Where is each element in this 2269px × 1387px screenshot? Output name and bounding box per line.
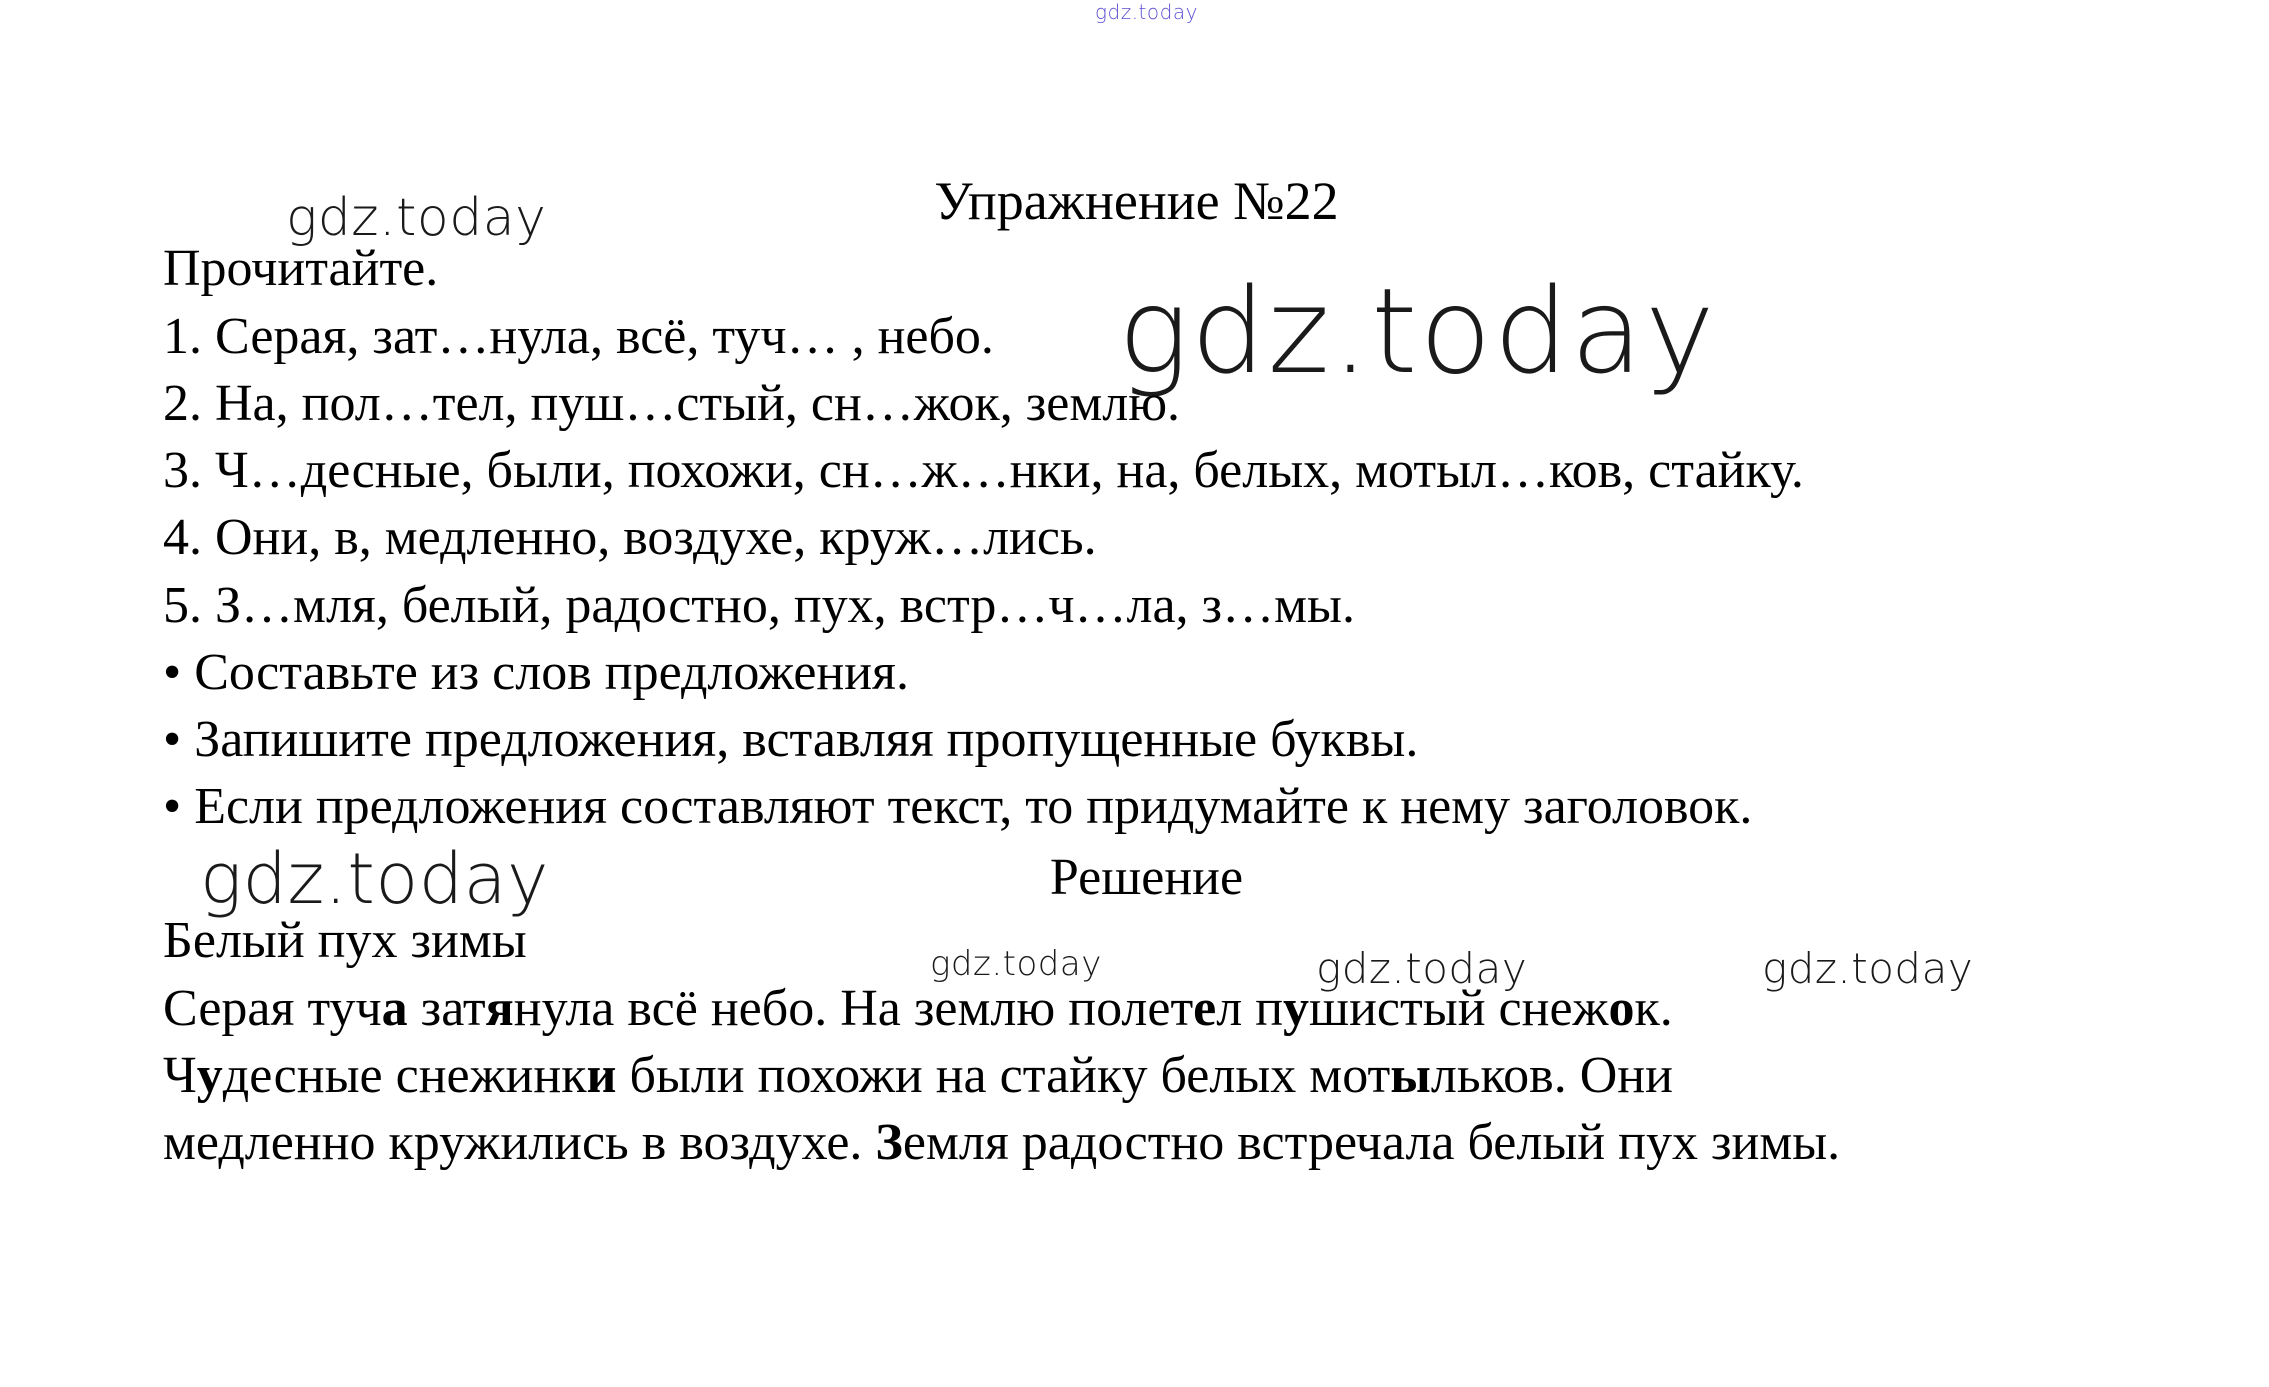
task-item: 4. Они, в, медленно, воздухе, круж…лись. [163, 509, 1097, 566]
inserted-letter [1224, 1114, 1237, 1171]
instruction: Прочитайте. [163, 240, 439, 297]
exercise-title [0, 170, 2269, 232]
inserted-letter: у [1283, 980, 1310, 1037]
inserted-letter: о [1608, 980, 1635, 1037]
watermark-middle-small: gdz.today [930, 944, 1102, 984]
watermark-large: gdz.today [1118, 262, 1717, 400]
inserted-letter: е [1193, 980, 1217, 1037]
task-item: 3. Ч…десные, были, похожи, сн…ж…нки, на, белых, мотыл…ков, стайку. [163, 442, 1804, 499]
inserted-letter: и [586, 1047, 617, 1104]
task-item: 5. З…мля, белый, радостно, пух, встр…ч…ла, з…мы. [163, 577, 1355, 634]
inserted-letter: у [196, 1047, 223, 1104]
watermark-left-bottom: gdz.today [200, 838, 549, 920]
answer-line: Чудесные снежинки были похожи на стайку белых мотыльков. Они [163, 1047, 1673, 1104]
answer-line: Серая туча затянула всё небо. На землю полетел пушистый снежок. [163, 980, 1673, 1037]
solution-heading-text: Решение [1049, 849, 1244, 906]
inserted-letter: З [875, 1114, 903, 1171]
task-item: 1. Серая, зат…нула, всё, туч… , небо. [163, 308, 994, 365]
inserted-letter [1698, 1114, 1711, 1171]
exercise-title-text: Упражнение №22 [934, 171, 1339, 231]
bullet-item: • Составьте из слов предложения. [163, 644, 909, 701]
watermark-middle: gdz.today [1316, 944, 1528, 993]
inserted-letter: ы [1390, 1047, 1431, 1104]
task-item: 2. На, пол…тел, пуш…стый, сн…жок, землю. [163, 375, 1181, 432]
inserted-letter [629, 1114, 642, 1171]
bullet-item: • Если предложения составляют текст, то придумайте к нему заголовок. [163, 778, 1753, 835]
inserted-letter: я [485, 980, 514, 1037]
answer-line: медленно кружились в воздухе. Земля радостно встречала белый пух зимы. [163, 1114, 1841, 1171]
inserted-letter: а [381, 980, 408, 1037]
watermark-top: gdz.today [1095, 0, 1198, 24]
solution-heading [0, 848, 2269, 907]
watermark-right: gdz.today [1762, 944, 1974, 993]
bullet-item: • Запишите предложения, вставляя пропущенные буквы. [163, 711, 1419, 768]
answer-title: Белый пух зимы [163, 912, 527, 969]
watermark-left-top: gdz.today [286, 188, 547, 248]
